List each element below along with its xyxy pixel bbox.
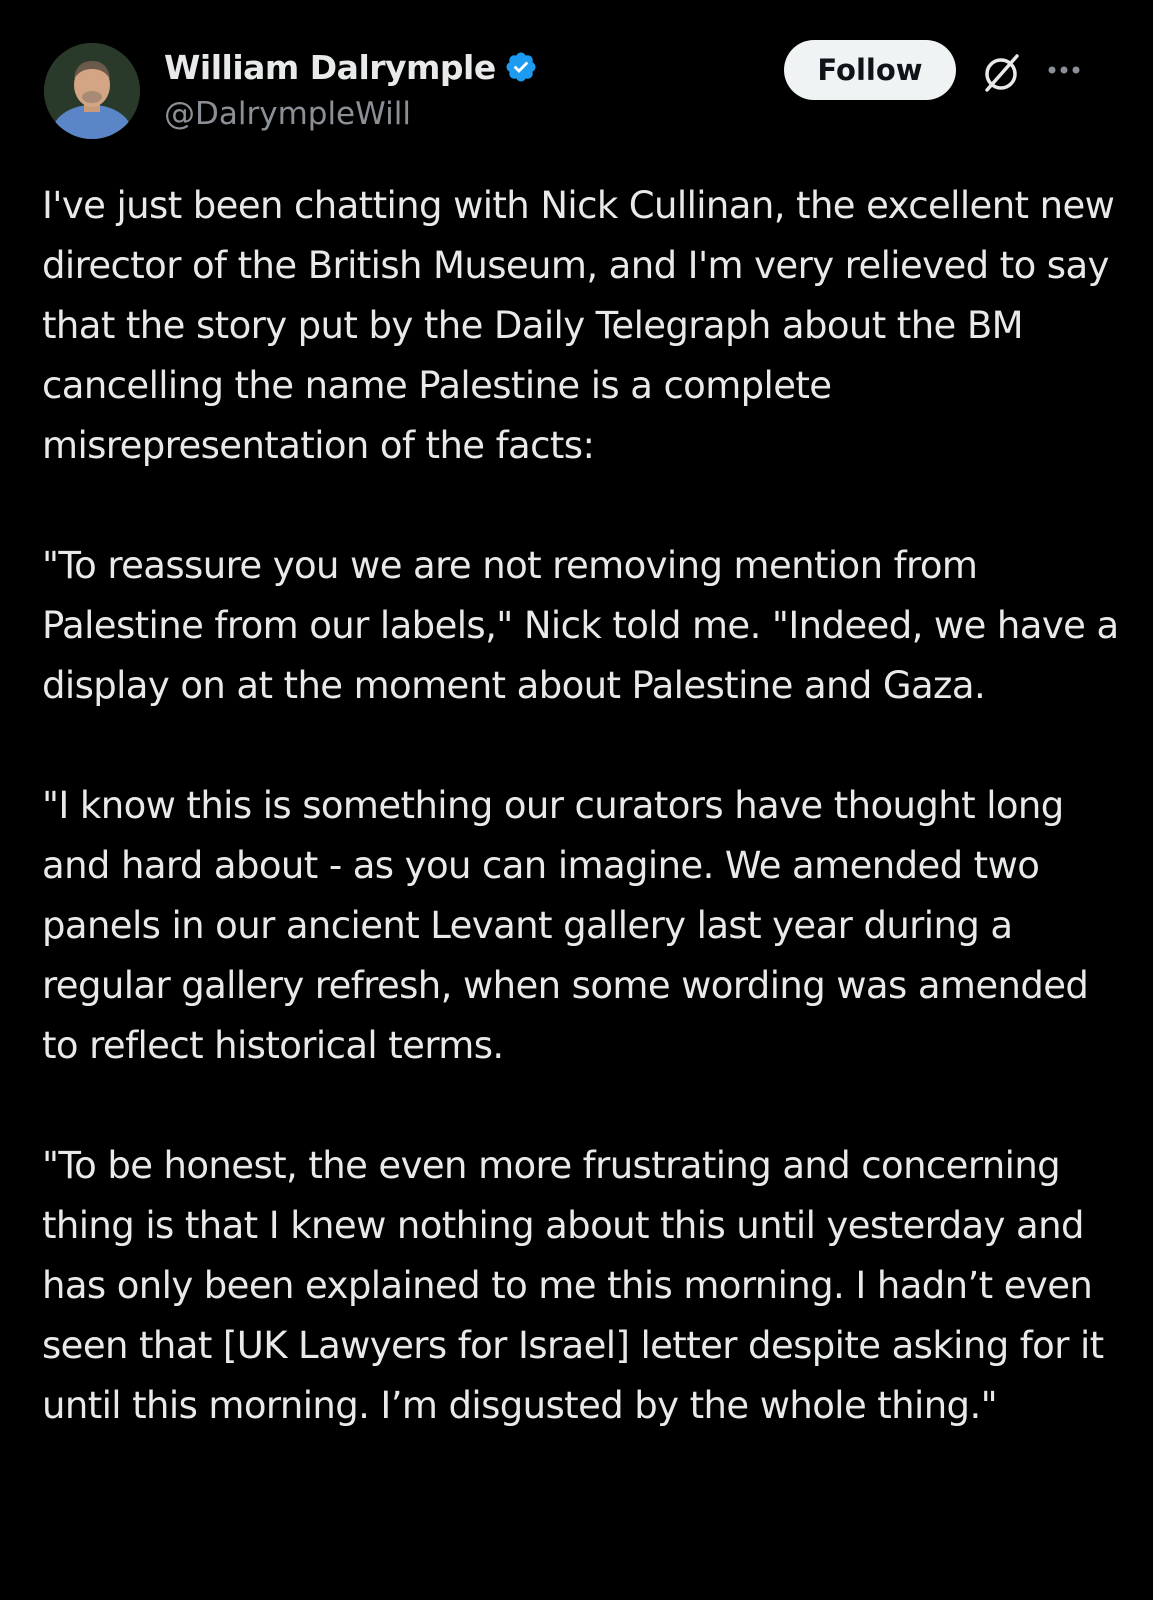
author-display-name[interactable]: William Dalrymple [164, 47, 496, 87]
follow-button[interactable]: Follow [784, 40, 956, 100]
verified-badge-icon [504, 50, 538, 84]
more-options-icon[interactable] [1044, 58, 1084, 82]
author-handle[interactable]: @DalrympleWill [164, 96, 411, 132]
tweet-paragraph: I've just been chatting with Nick Cullinan, the excellent new director of the British Museum, and I'm very relieved to say that the story put by the Daily Telegraph about the BM cancelling the name Palestine is a complete misrepresentation of the facts: [42, 184, 1115, 467]
avatar-image [44, 43, 140, 139]
author-name-row [164, 44, 538, 90]
avatar[interactable] [44, 43, 140, 139]
tweet-header [44, 40, 1114, 140]
tweet-text [42, 176, 1122, 1436]
author-info [164, 44, 538, 132]
tweet-paragraph: "To reassure you we are not removing mention from Palestine from our labels," Nick told me. "Indeed, we have a display on at the moment about Palestine and Gaza. [42, 544, 1119, 707]
tweet-paragraph: "To be honest, the even more frustrating and concerning thing is that I knew nothing about this until yesterday and has only been explained to me this morning. I hadn’t even seen that [UK Lawyers for Israel] letter despite asking for it until this morning. I’m disgusted by the whole thing." [42, 1144, 1104, 1427]
grok-icon[interactable] [979, 50, 1023, 94]
tweet-paragraph: "I know this is something our curators have thought long and hard about - as you can imagine. We amended two panels in our ancient Levant gallery last year during a regular gallery refresh, when some wording was amended to reflect historical terms. [42, 784, 1089, 1067]
